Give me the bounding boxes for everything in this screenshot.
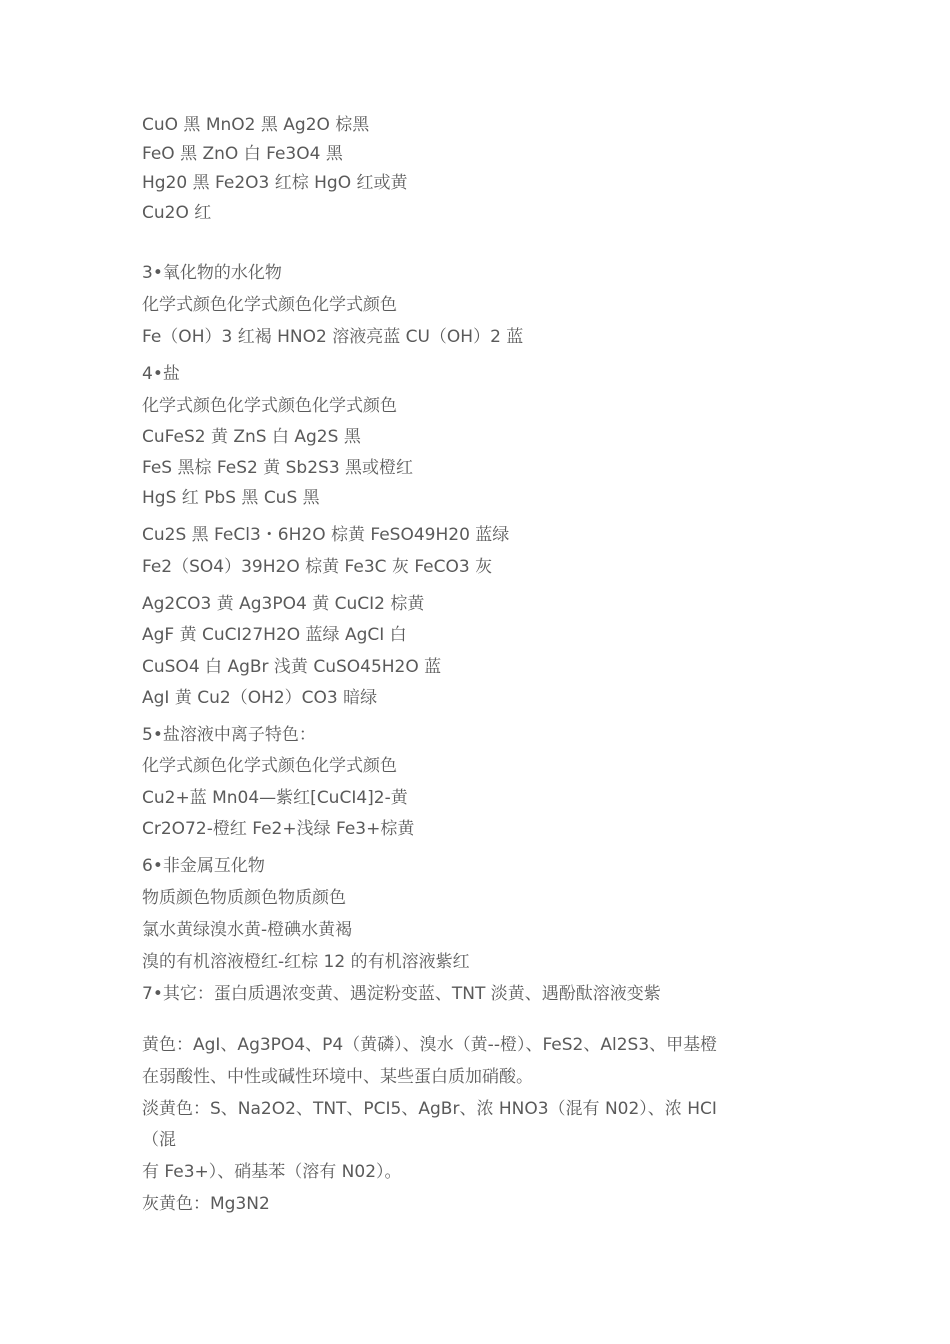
text-line: 黄色：AgI、Ag3PO4、P4（黄磷）、溴水（黄--橙）、FeS2、Al2S3、甲基橙 bbox=[142, 1035, 718, 1055]
text-line: HgS 红 PbS 黑 CuS 黑 bbox=[142, 488, 320, 508]
text-line: 化学式颜色化学式颜色化学式颜色 bbox=[142, 396, 397, 416]
text-line: Fe（OH）3 红褐 HNO2 溶液亮蓝 CU（OH）2 蓝 bbox=[142, 327, 524, 347]
section-heading: 5•盐溶液中离子特色： bbox=[142, 725, 316, 745]
text-line: Fe2（SO4）39H2O 棕黄 Fe3C 灰 FeCO3 灰 bbox=[142, 557, 493, 577]
text-line: Hg20 黑 Fe2O3 红棕 HgO 红或黄 bbox=[142, 173, 408, 193]
section-heading: 7•其它：蛋白质遇浓变黄、遇淀粉变蓝、TNT 淡黄、遇酚酞溶液变紫 bbox=[142, 984, 661, 1004]
text-line: Cr2O72-橙红 Fe2+浅绿 Fe3+棕黄 bbox=[142, 819, 415, 839]
section-heading: 4•盐 bbox=[142, 364, 180, 384]
section-heading: 3•氧化物的水化物 bbox=[142, 263, 282, 283]
text-line: 化学式颜色化学式颜色化学式颜色 bbox=[142, 295, 397, 315]
text-line: CuSO4 白 AgBr 浅黄 CuSO45H2O 蓝 bbox=[142, 657, 442, 677]
text-line: 溴的有机溶液橙红-红棕 12 的有机溶液紫红 bbox=[142, 952, 470, 972]
text-line: 物质颜色物质颜色物质颜色 bbox=[142, 888, 346, 908]
text-line: FeO 黑 ZnO 白 Fe3O4 黑 bbox=[142, 144, 343, 164]
text-line: CuFeS2 黄 ZnS 白 Ag2S 黑 bbox=[142, 427, 361, 447]
text-line: 灰黄色：Mg3N2 bbox=[142, 1194, 270, 1214]
text-line: AgF 黄 CuCI27H2O 蓝绿 AgCI 白 bbox=[142, 625, 407, 645]
text-line: FeS 黑棕 FeS2 黄 Sb2S3 黑或橙红 bbox=[142, 458, 414, 478]
text-line: （混 bbox=[142, 1130, 176, 1150]
text-line: CuO 黑 MnO2 黑 Ag2O 棕黑 bbox=[142, 115, 370, 135]
text-line: 化学式颜色化学式颜色化学式颜色 bbox=[142, 756, 397, 776]
text-line: 氯水黄绿溴水黄-橙碘水黄褐 bbox=[142, 920, 353, 940]
text-line: Cu2S 黑 FeCl3・6H2O 棕黄 FeSO49H20 蓝绿 bbox=[142, 525, 510, 545]
text-line: Ag2CO3 黄 Ag3PO4 黄 CuCI2 棕黄 bbox=[142, 594, 425, 614]
text-line: 在弱酸性、中性或碱性环境中、某些蛋白质加硝酸。 bbox=[142, 1067, 533, 1087]
text-line: Cu2O 红 bbox=[142, 203, 212, 223]
text-line: 有 Fe3+）、硝基苯（溶有 N02）。 bbox=[142, 1162, 402, 1182]
section-heading: 6•非金属互化物 bbox=[142, 856, 265, 876]
text-line: 淡黄色：S、Na2O2、TNT、PCI5、AgBr、浓 HNO3（混有 N02）、浓 HCI bbox=[142, 1099, 717, 1119]
text-line: Cu2+蓝 Mn04—紫红[CuCI4]2-黄 bbox=[142, 788, 408, 808]
text-line: AgI 黄 Cu2（OH2）CO3 暗绿 bbox=[142, 688, 378, 708]
